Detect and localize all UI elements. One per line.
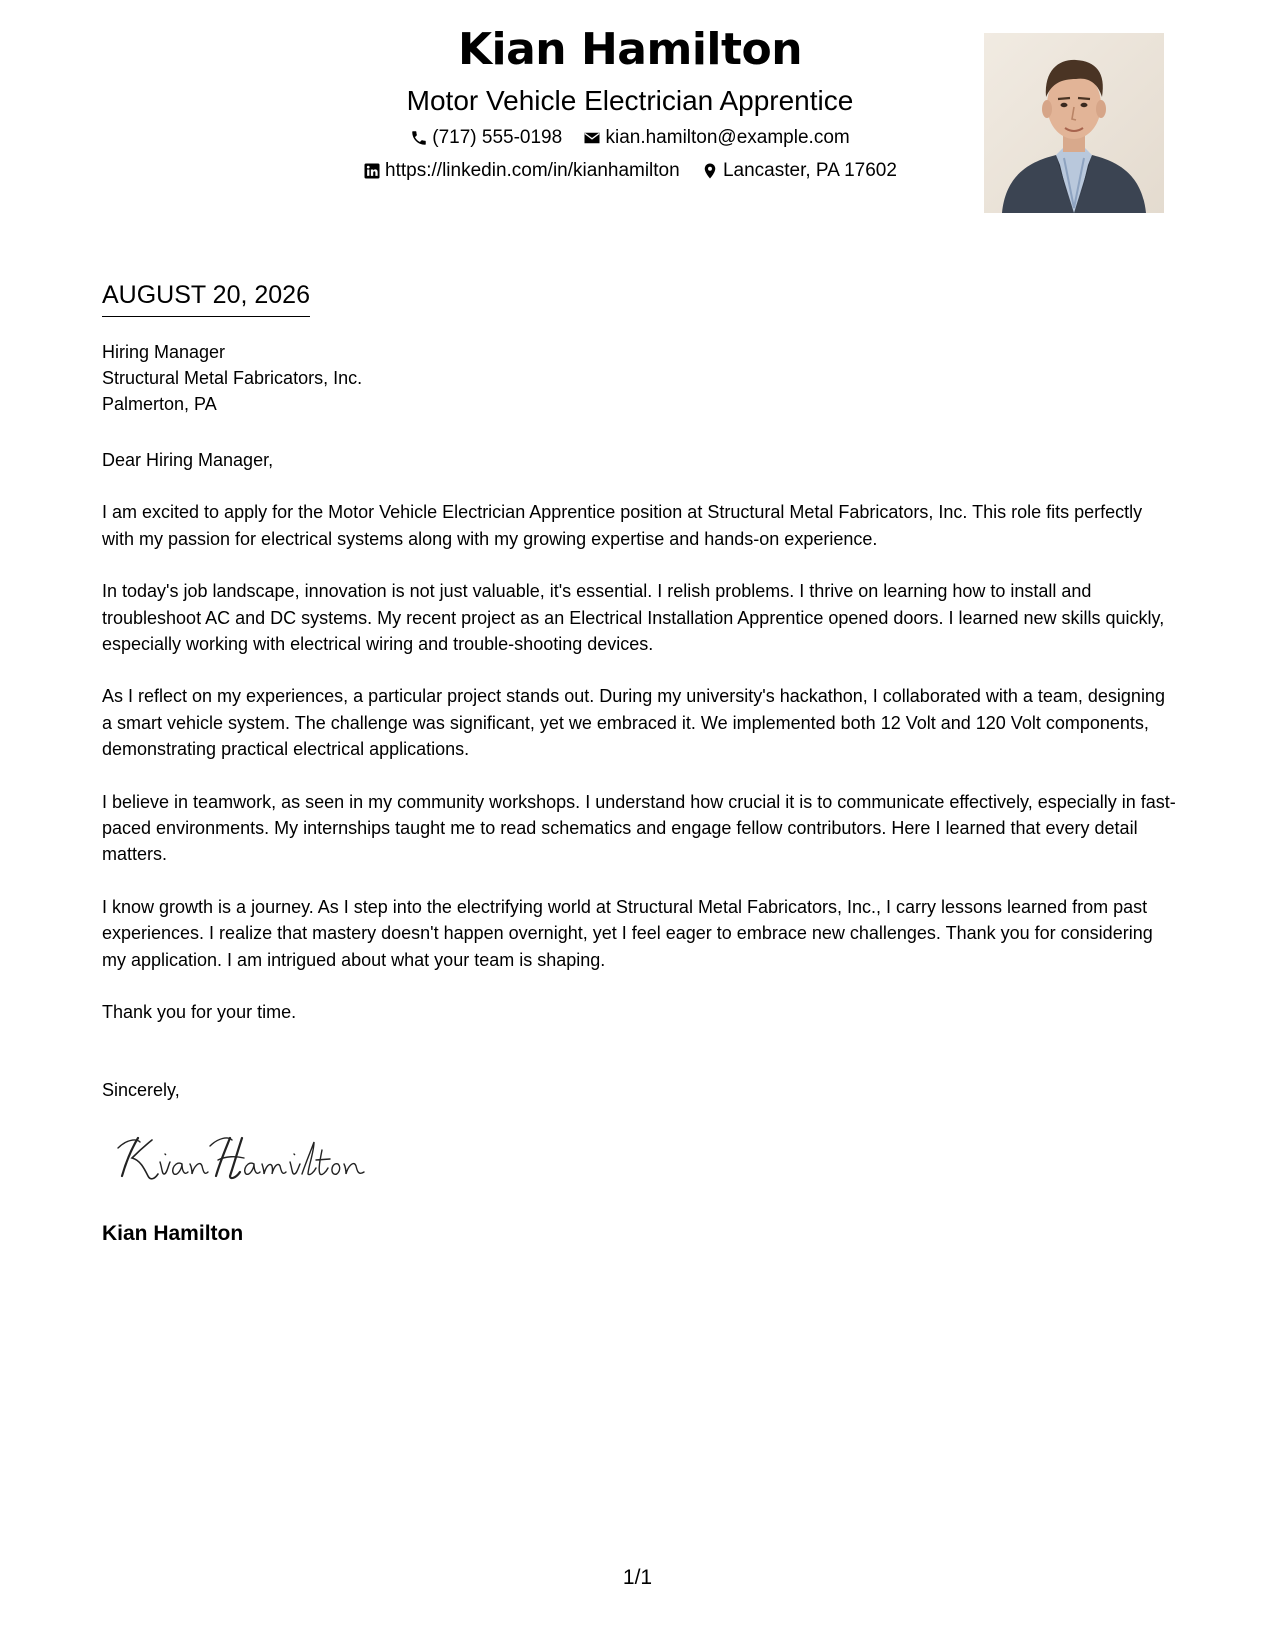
- page-number: 1/1: [622, 1566, 653, 1589]
- body-paragraph: I know growth is a journey. As I step into the electrifying world at Structural Metal Fabricators, Inc., I carry lessons learned from past experiences. I realize that mastery doesn't happen overnight, yet I feel eager to embrace new challenges. Thank you for considering my application. I am intrigued about what your team is shaping.: [102, 896, 1153, 970]
- recipient-location: Palmerton, PA: [102, 394, 217, 414]
- recipient-title: Hiring Manager: [102, 342, 226, 362]
- phone-icon: [410, 129, 428, 147]
- handwritten-signature: [112, 1128, 372, 1190]
- body-paragraph: I am excited to apply for the Motor Vehicle Electrician Apprentice position at Structural Metal Fabricators, Inc. This role fits perfectly with my passion for electrical systems along with my growing expertise and hands-on experience.: [102, 502, 1143, 549]
- body-paragraph: As I reflect on my experiences, a particular project stands out. During my university's hackathon, I collaborated with a team, designing a smart vehicle system. The challenge was significant, yet we embraced it. We implemented both 12 Volt and 120 Volt components, demonstrating practical electrical applications.: [102, 686, 1165, 760]
- body-paragraph: I believe in teamwork, as seen in my community workshops. I understand how crucial it is to communicate effectively, especially in fast-paced environments. My internships taught me to read schematics and engage fellow contributors. Here I learned that every detail matters.: [102, 791, 1176, 865]
- closing-phrase: Sincerely,: [102, 1080, 180, 1100]
- signature-image: [112, 1128, 372, 1190]
- contact-linkedin: [363, 159, 680, 183]
- body-paragraph: Thank you for your time.: [102, 1002, 297, 1023]
- letter-body: [102, 447, 1177, 1052]
- contact-phone: [410, 126, 562, 150]
- envelope-icon: [583, 129, 601, 147]
- contact-location: [701, 159, 897, 183]
- signer-name: Kian Hamilton: [102, 1222, 244, 1245]
- salutation: Dear Hiring Manager,: [102, 450, 274, 470]
- map-pin-icon: [701, 162, 719, 180]
- recipient-company: Structural Metal Fabricators, Inc.: [102, 368, 363, 388]
- email-address: kian.hamilton@example.com: [605, 127, 850, 148]
- portrait-image: [984, 33, 1164, 213]
- phone-number: (717) 555-0198: [432, 127, 563, 148]
- linkedin-url: https://linkedin.com/in/kianhamilton: [385, 160, 680, 181]
- location-text: Lancaster, PA 17602: [722, 160, 897, 181]
- body-paragraph: In today's job landscape, innovation is not just valuable, it's essential. I relish problems. I thrive on learning how to install and troubleshoot AC and DC systems. My recent project as an Electrical Installation Apprentice opened doors. I learned new skills quickly, especially working with electrical wiring and trouble-shooting devices.: [102, 581, 1165, 655]
- recipient-block: [102, 339, 362, 417]
- contact-email: [583, 126, 849, 150]
- letter-date: AUGUST 20, 2026: [102, 280, 310, 317]
- profile-photo: [984, 33, 1164, 213]
- applicant-name: Kian Hamilton: [457, 24, 803, 75]
- job-title: Motor Vehicle Electrician Apprentice: [406, 85, 854, 116]
- linkedin-icon: [363, 162, 381, 180]
